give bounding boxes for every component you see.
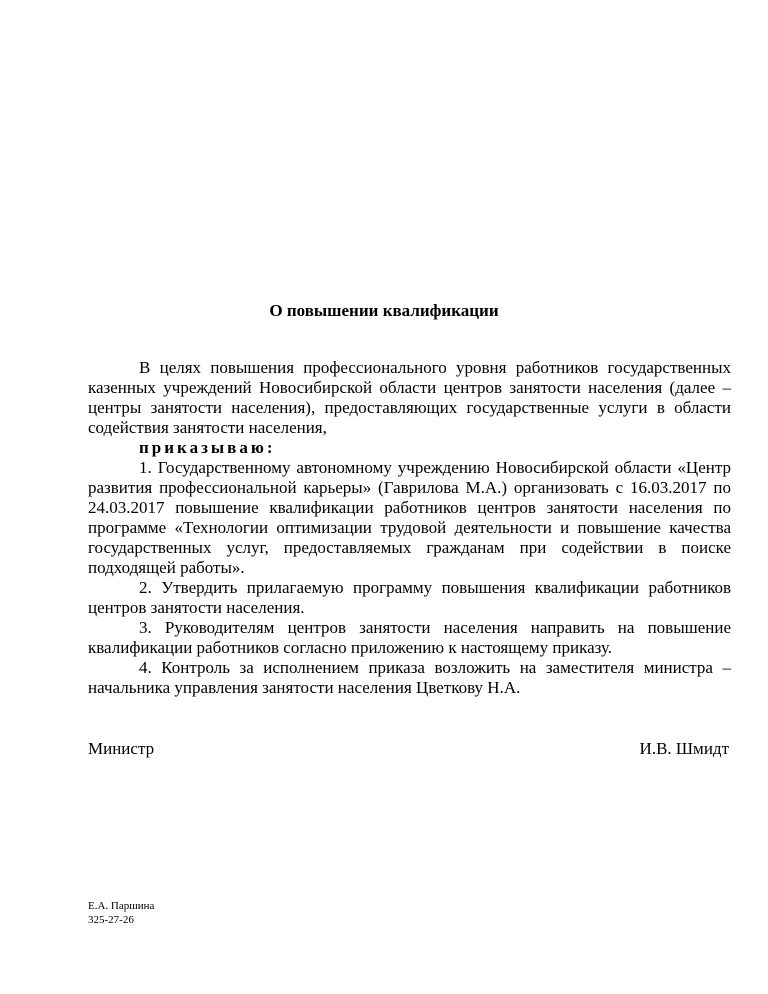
executor-block [88,899,154,927]
order-item-3: 3. Руководителям центров занятости населения направить на повышение квалификации работников согласно приложению к настоящему приказу. [88,618,731,657]
document-body [88,358,731,698]
executor-phone: 325-27-26 [88,914,134,926]
order-item-4: 4. Контроль за исполнением приказа возложить на заместителя министра – начальника управления занятости населения Цветкову Н.А. [88,658,731,697]
signer-position: Министр [88,739,155,758]
document-title: О повышении квалификации [269,301,499,320]
preamble-paragraph: В целях повышения профессионального уровня работников государственных казенных учреждений Новосибирской области центров занятости населения (далее – центры занятости населения), предоставляющих государственные услуги в области содействия занятости населения, [88,358,731,437]
decree-word: приказываю: [139,438,276,457]
executor-name: Е.А. Паршина [88,900,155,912]
order-item-2: 2. Утвердить прилагаемую программу повышения квалификации работников центров занятости населения. [88,578,731,617]
order-item-1: 1. Государственному автономному учреждению Новосибирской области «Центр развития профессиональной карьеры» (Гаврилова М.А.) организовать с 16.03.2017 по 24.03.2017 повышение квалификации работников центров занятости населения по программе «Технологии оптимизации трудовой деятельности и повышение качества государственных услуг, предоставляемых гражданам при содействии в поиске подходящей работы». [88,458,731,577]
signature-block [88,738,731,760]
signer-name: И.В. Шмидт [639,739,729,758]
